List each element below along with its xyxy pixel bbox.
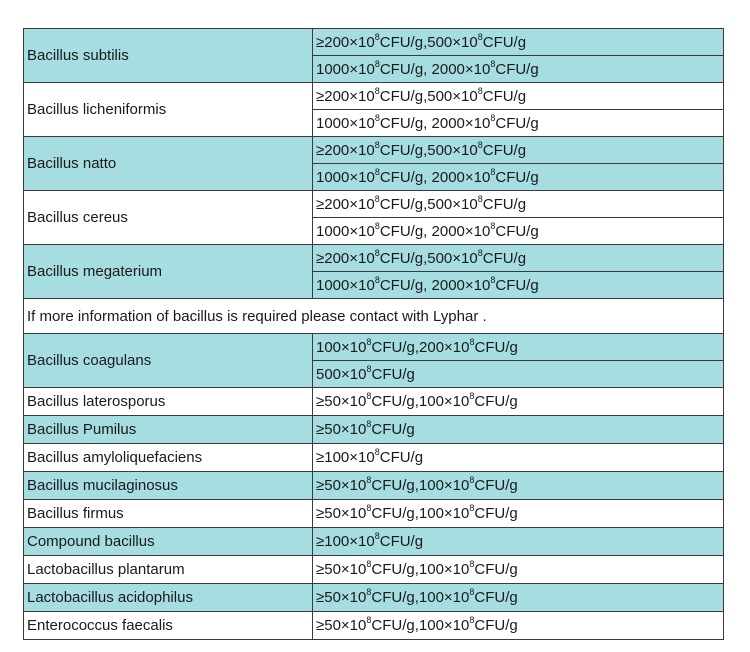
cfu-spec: $1000\times 10^8CFU/g$, $2000\times 10^8CFU/g$ (313, 110, 724, 137)
bacillus-spec-table (23, 28, 724, 640)
table-row (24, 245, 724, 272)
table-row (24, 528, 724, 556)
cfu-spec: $\ge 200\times 10^8CFU/g,500\times 10^8CFU/g$ (313, 245, 724, 272)
cfu-spec: $\ge 200\times 10^8CFU/g,500\times 10^8CFU/g$ (313, 191, 724, 218)
cfu-spec: $\ge 100\times 10^8CFU/g$ (313, 444, 724, 472)
strain-name: Bacillus laterosporus (24, 388, 313, 416)
table-row (24, 444, 724, 472)
table-row (24, 612, 724, 640)
table-row (24, 191, 724, 218)
table-row (24, 556, 724, 584)
spec-table-body (24, 29, 724, 640)
strain-name: Bacillus firmus (24, 500, 313, 528)
cfu-spec: $1000\times 10^8CFU/g$, $2000\times 10^8CFU/g$ (313, 272, 724, 299)
cfu-spec: $\ge 50\times 10^8CFU/g,100\times 10^8CFU/g$ (313, 500, 724, 528)
table-row (24, 29, 724, 56)
table-row (24, 388, 724, 416)
cfu-spec: $1000\times 10^8CFU/g$, $2000\times 10^8CFU/g$ (313, 164, 724, 191)
strain-name: Bacillus subtilis (24, 29, 313, 83)
note-row (24, 299, 724, 334)
table-row (24, 137, 724, 164)
cfu-spec: $\ge 50\times 10^8CFU/g,100\times 10^8CFU/g$ (313, 472, 724, 500)
strain-name: Bacillus cereus (24, 191, 313, 245)
contact-note: If more information of bacillus is required please contact with Lyphar . (24, 299, 724, 334)
strain-name: Bacillus Pumilus (24, 416, 313, 444)
cfu-spec: $\ge 50\times 10^8CFU/g$ (313, 416, 724, 444)
strain-name: Bacillus amyloliquefaciens (24, 444, 313, 472)
strain-name: Bacillus megaterium (24, 245, 313, 299)
cfu-spec: $\ge 200\times 10^8CFU/g,500\times 10^8CFU/g$ (313, 137, 724, 164)
cfu-spec: $\ge 100\times 10^8CFU/g$ (313, 528, 724, 556)
table-row (24, 83, 724, 110)
strain-name: Bacillus natto (24, 137, 313, 191)
cfu-spec: $1000\times 10^8CFU/g$, $2000\times 10^8CFU/g$ (313, 56, 724, 83)
table-row (24, 472, 724, 500)
strain-name: Enterococcus faecalis (24, 612, 313, 640)
cfu-spec: $\ge 50\times 10^8CFU/g,100\times 10^8CFU/g$ (313, 556, 724, 584)
table-row (24, 416, 724, 444)
strain-name: Compound bacillus (24, 528, 313, 556)
strain-name: Lactobacillus acidophilus (24, 584, 313, 612)
strain-name: Bacillus coagulans (24, 334, 313, 388)
table-row (24, 334, 724, 361)
table-row (24, 584, 724, 612)
cfu-spec: $\ge 200\times 10^8CFU/g,500\times 10^8CFU/g$ (313, 83, 724, 110)
cfu-spec: $\ge 50\times 10^8CFU/g,100\times 10^8CFU/g$ (313, 612, 724, 640)
strain-name: Lactobacillus plantarum (24, 556, 313, 584)
strain-name: Bacillus mucilaginosus (24, 472, 313, 500)
table-row (24, 500, 724, 528)
cfu-spec: $\ge 50\times 10^8CFU/g,100\times 10^8CFU/g$ (313, 388, 724, 416)
cfu-spec: $\ge 50\times 10^8CFU/g,100\times 10^8CFU/g$ (313, 584, 724, 612)
cfu-spec: $500\times 10^8CFU/g$ (313, 361, 724, 388)
cfu-spec: $\ge 200\times 10^8CFU/g,500\times 10^8CFU/g$ (313, 29, 724, 56)
cfu-spec: $100\times 10^8CFU/g,200\times 10^8CFU/g$ (313, 334, 724, 361)
cfu-spec: $1000\times 10^8CFU/g$, $2000\times 10^8CFU/g$ (313, 218, 724, 245)
strain-name: Bacillus licheniformis (24, 83, 313, 137)
